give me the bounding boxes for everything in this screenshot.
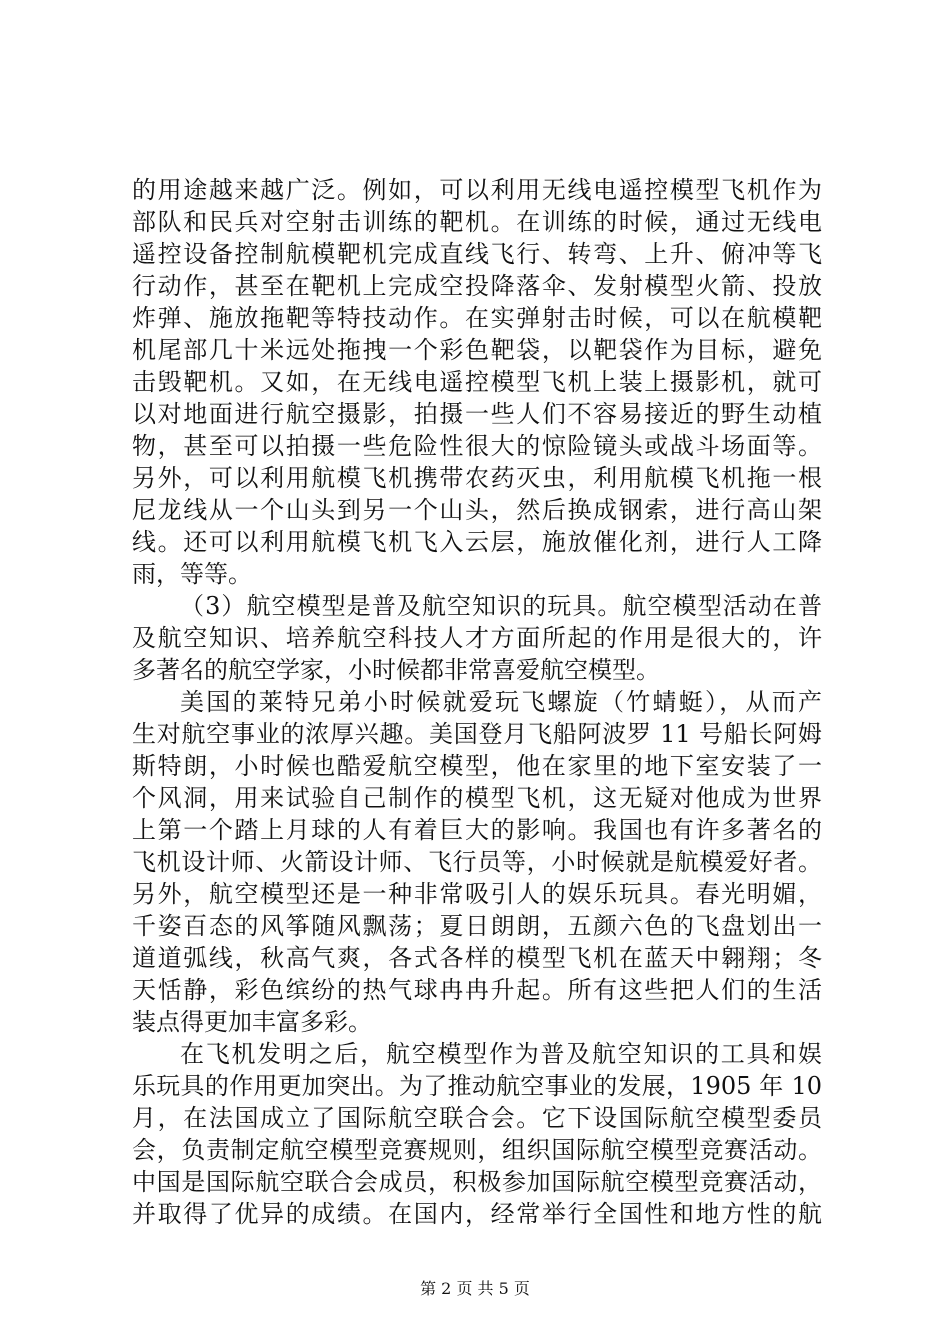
text-line: 雨，等等。 [132,560,252,588]
text-line: 美国的莱特兄弟小时候就爱玩飞螺旋（竹蜻蜓），从而产 [180,688,822,716]
text-line: 乐玩具的作用更加突出。为了推动航空事业的发展，1905 年 10 [132,1072,822,1100]
text-line: 另外，可以利用航模飞机携带农药灭虫，利用航模飞机拖一根 [132,464,822,492]
page-footer: 第 2 页 共 5 页 [420,1279,530,1298]
text-line: 个风洞，用来试验自己制作的模型飞机，这无疑对他成为世界 [132,784,822,812]
text-line: 道道弧线，秋高气爽，各式各样的模型飞机在蓝天中翱翔；冬 [132,944,822,972]
text-line: 尼龙线从一个山头到另一个山头，然后换成钢索，进行高山架 [132,496,822,524]
text-line: 并取得了优异的成绩。在国内，经常举行全国性和地方性的航 [132,1200,822,1228]
text-line: 生对航空事业的浓厚兴趣。美国登月飞船阿波罗 11 号船长阿姆 [132,720,822,748]
text-line: 的用途越来越广泛。例如，可以利用无线电遥控模型飞机作为 [132,176,822,204]
text-line: 线。还可以利用航模飞机飞入云层，施放催化剂，进行人工降 [132,528,822,556]
text-line: 会，负责制定航空模型竞赛规则，组织国际航空模型竞赛活动。 [132,1136,822,1164]
text-line: 天恬静，彩色缤纷的热气球冉冉升起。所有这些把人们的生活 [132,976,822,1004]
text-line: 及航空知识、培养航空科技人才方面所起的作用是很大的，许 [132,624,822,652]
document-body [132,174,822,1230]
text-line: 炸弹、施放拖靶等特技动作。在实弹射击时候，可以在航模靶 [132,304,822,332]
text-line: 机尾部几十米远处拖拽一个彩色靶袋，以靶袋作为目标，避免 [132,336,822,364]
text-line: 遥控设备控制航模靶机完成直线飞行、转弯、上升、俯冲等飞 [132,240,822,268]
text-line: 行动作，甚至在靶机上完成空投降落伞、发射模型火箭、投放 [132,272,822,300]
text-line: 部队和民兵对空射击训练的靶机。在训练的时候，通过无线电 [132,208,822,236]
text-line: 中国是国际航空联合会成员，积极参加国际航空模型竞赛活动， [132,1168,822,1196]
text-line: 另外，航空模型还是一种非常吸引人的娱乐玩具。春光明媚， [132,880,822,908]
text-line: 飞机设计师、火箭设计师、飞行员等，小时候就是航模爱好者。 [132,848,822,876]
text-line: 装点得更加丰富多彩。 [132,1008,372,1036]
text-line: 上第一个踏上月球的人有着巨大的影响。我国也有许多著名的 [132,816,822,844]
text-line: 以对地面进行航空摄影，拍摄一些人们不容易接近的野生动植 [132,400,822,428]
text-line: （3）航空模型是普及航空知识的玩具。航空模型活动在普 [180,592,822,620]
text-line: 千姿百态的风筝随风飘荡；夏日朗朗，五颜六色的飞盘划出一 [132,912,822,940]
text-line: 击毁靶机。又如，在无线电遥控模型飞机上装上摄影机，就可 [132,368,822,396]
text-line: 多著名的航空学家，小时候都非常喜爱航空模型。 [132,656,660,684]
text-line: 斯特朗，小时候也酷爱航空模型，他在家里的地下室安装了一 [132,752,822,780]
text-line: 在飞机发明之后，航空模型作为普及航空知识的工具和娱 [180,1040,822,1068]
text-line: 物，甚至可以拍摄一些危险性很大的惊险镜头或战斗场面等。 [132,432,822,460]
text-line: 月，在法国成立了国际航空联合会。它下设国际航空模型委员 [132,1104,822,1132]
